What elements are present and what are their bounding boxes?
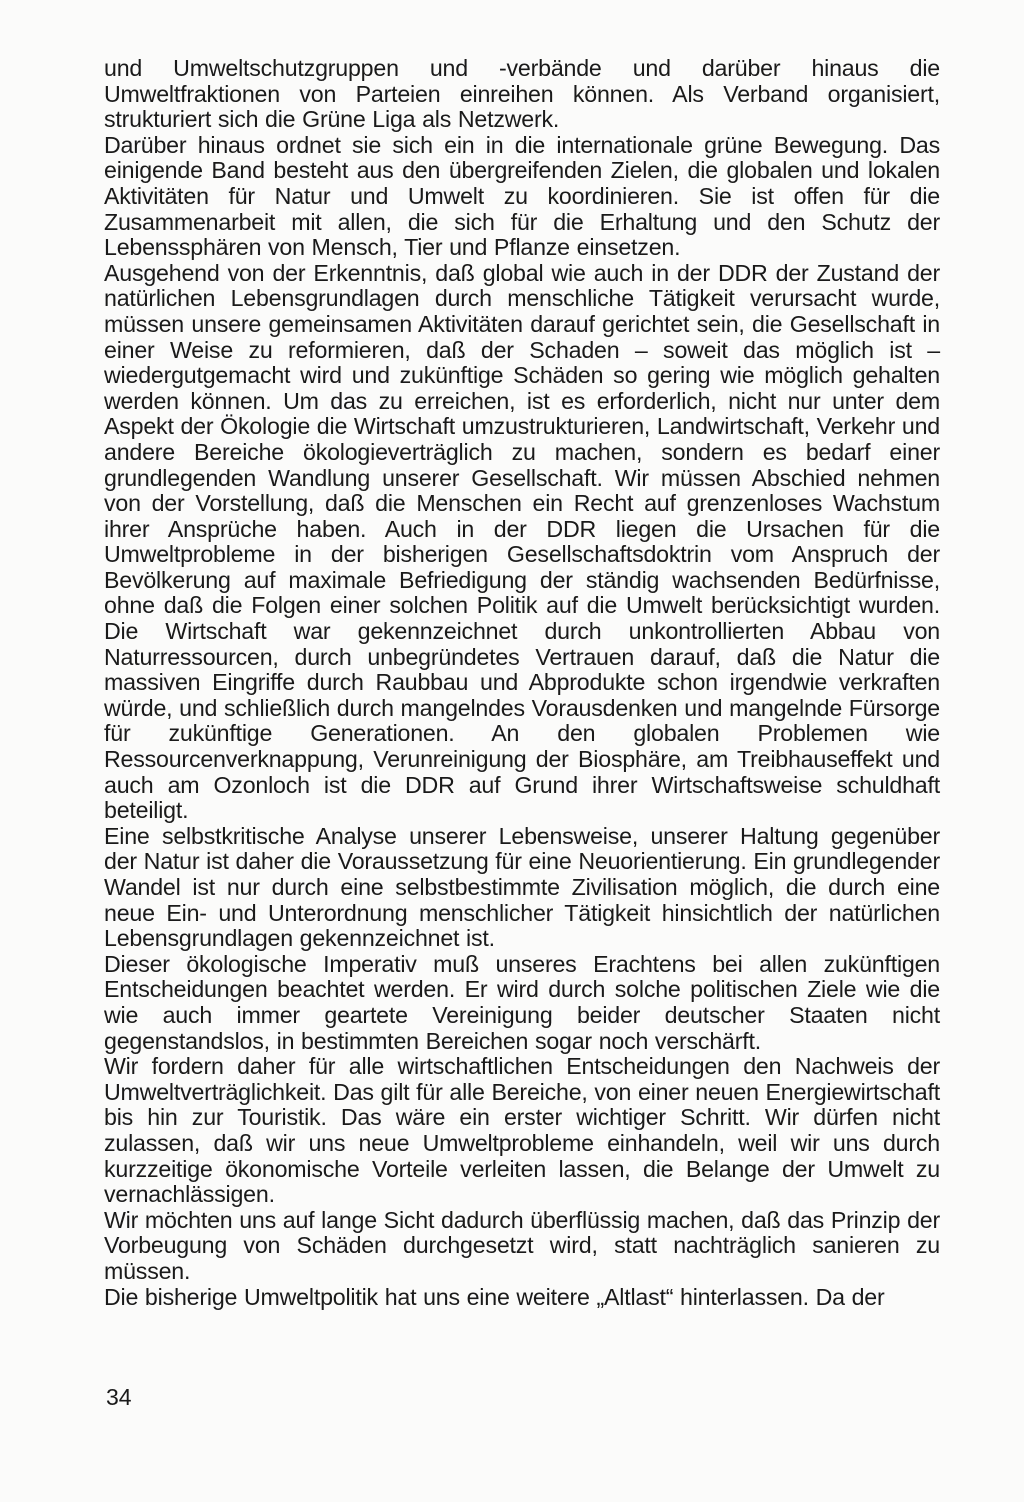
paragraph-7: Wir möchten uns auf lange Sicht dadurch überflüssig machen, daß das Prinzip der Vorbeugung von Schäden durchgesetzt wird, statt nachträglich sanieren zu müssen. bbox=[104, 1206, 940, 1284]
paragraph-2: Darüber hinaus ordnet sie sich ein in die internationale grüne Bewegung. Das einigende Band besteht aus den übergreifenden Zielen, die globalen und lokalen Aktivitäten für Natur und Umwelt zu koordinieren. Sie ist offen für die Zusammenarbeit mit allen, die sich für die Erhaltung und den Schutz der Lebenssphären von Mensch, Tier und Pflanze einsetzen. bbox=[104, 131, 940, 261]
paragraph-3: Ausgehend von der Erkenntnis, daß global wie auch in der DDR der Zustand der natürlichen Lebensgrundlagen durch menschliche Tätigkeit verursacht wurde, müssen unsere gemeinsamen Aktivitäten darauf gerichtet sein, die Gesellschaft in einer Weise zu reformieren, daß der Schaden – soweit das möglich ist – wiedergutgemacht wird und zukünftige Schäden so gering wie möglich gehalten werden können. Um das zu erreichen, ist es erforderlich, nicht nur unter dem Aspekt der Ökologie die Wirtschaft umzustrukturieren, Landwirtschaft, Verkehr und andere Bereiche ökologieverträglich zu machen, sondern es bedarf einer grundlegenden Wandlung unserer Gesellschaft. Wir müssen Abschied nehmen von der Vorstellung, daß die Menschen ein Recht auf grenzenloses Wachstum ihrer Ansprüche haben. Auch in der DDR liegen die Ursachen für die Umweltprobleme in der bisherigen Gesellschaftsdoktrin vom Anspruch der Bevölkerung auf maximale Befriedigung der ständig wachsenden Bedürfnisse, ohne daß die Folgen einer solchen Politik auf die Umwelt berücksichtigt wurden. Die Wirtschaft war gekennzeichnet durch unkontrollierten Abbau von Naturressourcen, durch unbegründetes Vertrauen darauf, daß die Natur die massiven Eingriffe durch Raubbau und Abprodukte schon irgendwie verkraften würde, und schließlich durch mangelndes Vorausdenken und mangelnde Fürsorge für zukünftige Generationen. An den globalen Problemen wie Ressourcenverknappung, Verunreinigung der Biosphäre, am Treibhauseffekt und auch am Ozonloch ist die DDR auf Grund ihrer Wirtschaftsweise schuldhaft beteiligt. bbox=[104, 259, 940, 824]
paragraph-5: Dieser ökologische Imperativ muß unseres Erachtens bei allen zukünftigen Entscheidungen beachtet werden. Er wird durch solche politischen Ziele wie die wie auch immer geartete Vereinigung beider deutscher Staaten nicht gegenstandslos, in bestimmten Bereichen sogar noch verschärft. bbox=[104, 950, 940, 1054]
body-text bbox=[104, 56, 940, 1310]
paragraph-4: Eine selbstkritische Analyse unserer Lebensweise, unserer Haltung gegenüber der Natur ist daher die Voraussetzung für eine Neuorientierung. Ein grundlegender Wandel ist nur durch eine selbstbestimmte Zivilisation möglich, die durch eine neue Ein- und Unterordnung menschlicher Tätigkeit hinsichtlich der natürlichen Lebensgrundlagen gekennzeichnet ist. bbox=[104, 822, 940, 952]
paragraph-1: und Umweltschutzgruppen und -verbände und darüber hinaus die Umweltfraktionen von Parteien einreihen können. Als Verband organisiert, strukturiert sich die Grüne Liga als Netzwerk. bbox=[104, 55, 940, 133]
paragraph-6: Wir fordern daher für alle wirtschaftlichen Entscheidungen den Nachweis der Umweltverträglichkeit. Das gilt für alle Bereiche, von einer neuen Energiewirtschaft bis hin zur Touristik. Das wäre ein erster wichtiger Schritt. Wir dürfen nicht zulassen, daß wir uns neue Umweltprobleme einhandeln, weil wir uns durch kurzzeitige ökonomische Vorteile verleiten lassen, die Belange der Umwelt zu vernachlässigen. bbox=[104, 1053, 940, 1208]
page-number: 34 bbox=[106, 1384, 132, 1410]
paragraph-8: Die bisherige Umweltpolitik hat uns eine weitere „Altlast“ hinterlassen. Da der bbox=[104, 1283, 885, 1310]
